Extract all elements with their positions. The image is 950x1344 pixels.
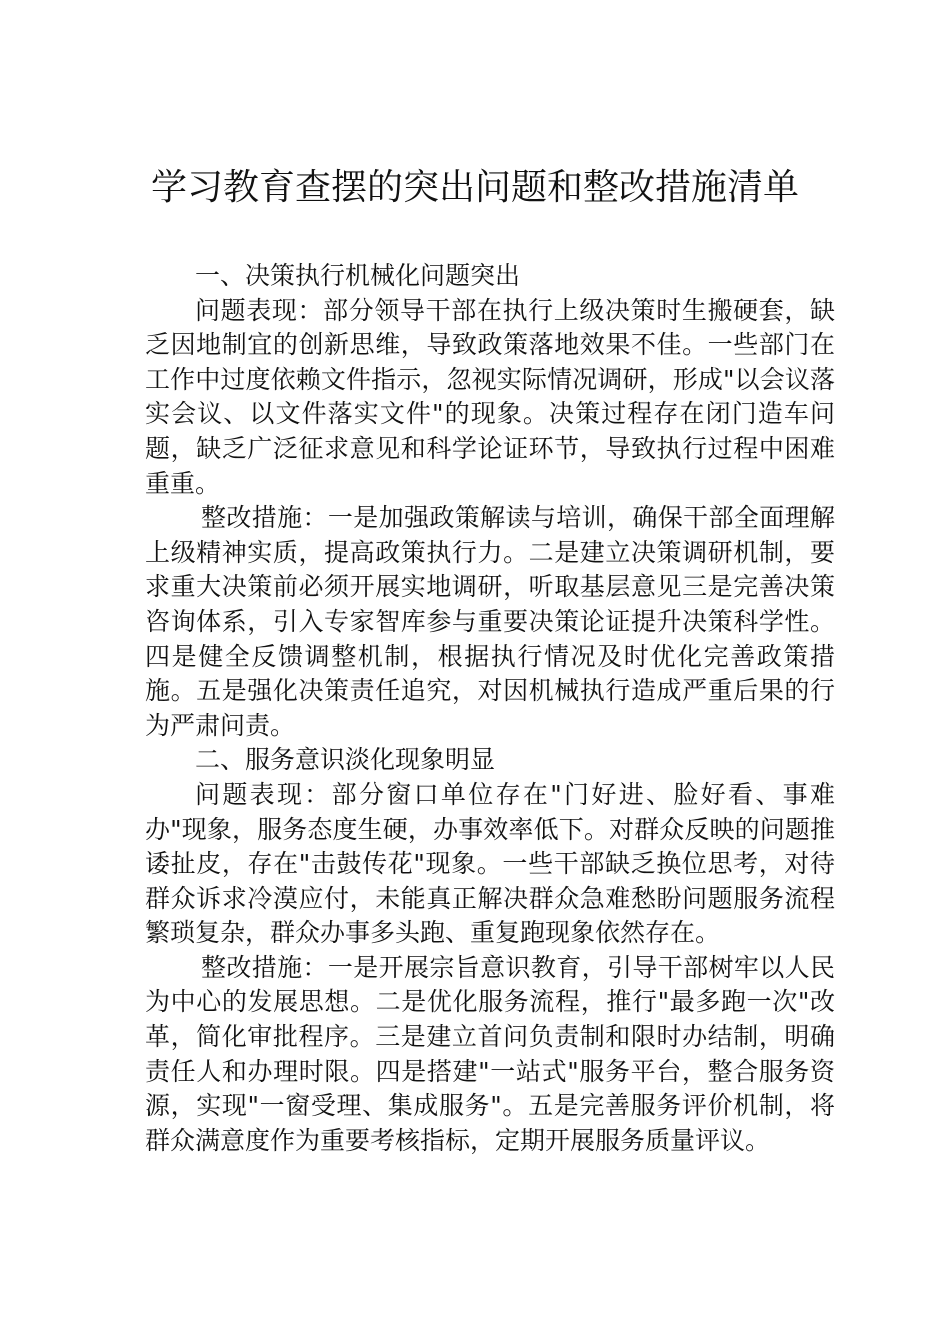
document-title: 学习教育查摆的突出问题和整改措施清单 (150, 167, 799, 208)
section-1-measures: 整改措施：一是加强政策解读与培训，确保干部全面理解上级精神实质，提高政策执行力。二是建立决策调研机制，要求重大决策前必须开展实地调研，听取基层意见三是完善决策咨询体系，引入专家智库参与重要决策论证提升决策科学性。四是健全反馈调整机制，根据执行情况及时优化完善政策措施。五是强化决策责任追究，对因机械执行造成严重后果的行为严肃问责。 (145, 503, 835, 740)
section-2-measures: 整改措施：一是开展宗旨意识教育，引导干部树牢以人民为中心的发展思想。二是优化服务流程，推行"最多跑一次"改革，简化审批程序。三是建立首问负责制和限时办结制，明确责任人和办理时限。四是搭建"一站式"服务平台，整合服务资源，实现"一窗受理、集成服务"。五是完善服务评价机制，将群众满意度作为重要考核指标，定期开展服务质量评议。 (145, 952, 835, 1155)
document-body (145, 259, 835, 1158)
section-2-problem: 问题表现：部分窗口单位存在"门好进、脸好看、事难办"现象，服务态度生硬，办事效率低下。对群众反映的问题推诿扯皮，存在"击鼓传花"现象。一些干部缺乏换位思考，对待群众诉求冷漠应付，未能真正解决群众急难愁盼问题服务流程繁琐复杂，群众办事多头跑、重复跑现象依然存在。 (145, 779, 835, 948)
section-1-problem: 问题表现：部分领导干部在执行上级决策时生搬硬套，缺乏因地制宜的创新思维，导致政策落地效果不佳。一些部门在工作中过度依赖文件指示，忽视实际情况调研，形成"以会议落实会议、以文件落实文件"的现象。决策过程存在闭门造车问题，缺乏广泛征求意见和科学论证环节，导致执行过程中困难重重。 (145, 295, 835, 498)
section-2-heading: 二、服务意识淡化现象明显 (195, 745, 496, 775)
section-1-heading: 一、决策执行机械化问题突出 (195, 261, 521, 290)
